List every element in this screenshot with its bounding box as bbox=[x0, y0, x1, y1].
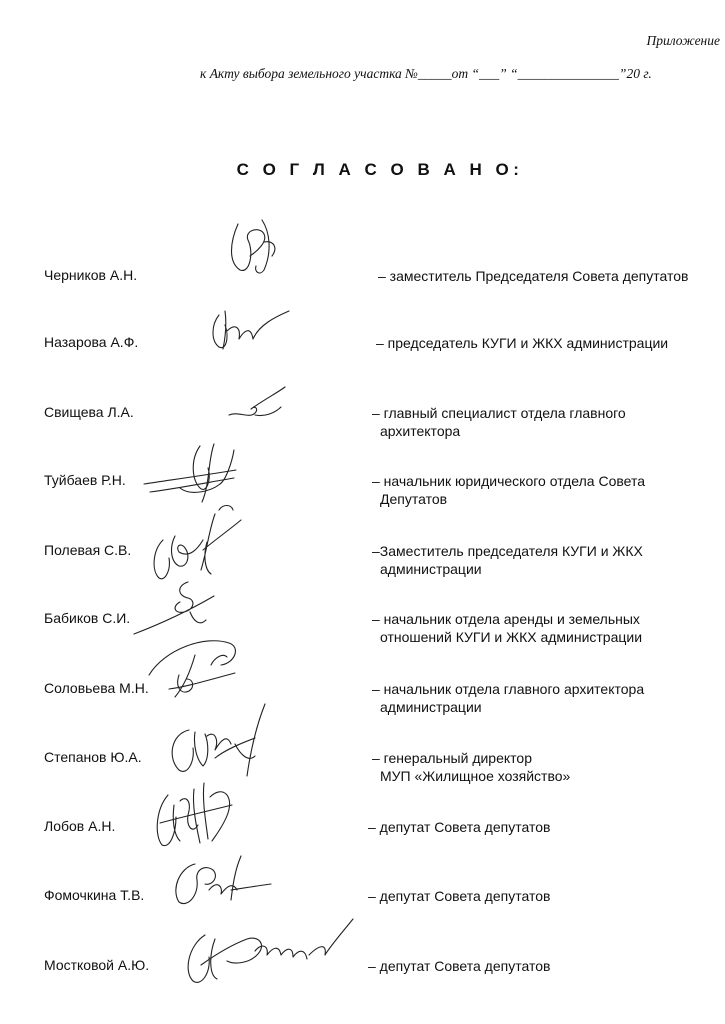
signature-image bbox=[175, 915, 355, 990]
signatory-role-line: – заместитель Председателя Совета депутатов bbox=[378, 268, 689, 284]
signatory-role-line: – главный специалист отдела главного bbox=[372, 405, 626, 421]
signatory-name: Мостковой А.Ю. bbox=[44, 957, 150, 973]
signatory-role-line: –Заместитель председателя КУГИ и ЖКХ bbox=[372, 543, 643, 559]
signatory-role-line: – начальник отдела главного архитектора bbox=[372, 681, 645, 697]
signatory-role-line: – председатель КУГИ и ЖКХ администрации bbox=[376, 335, 669, 351]
signatory-role bbox=[368, 957, 718, 975]
signatory-role-line: архитектора bbox=[380, 423, 461, 439]
signatory-role-line: – генеральный директор bbox=[372, 750, 532, 766]
appendix-label: Приложение bbox=[646, 33, 720, 48]
signatory-name: Назарова А.Ф. bbox=[44, 334, 139, 350]
signatory-name: Соловьева М.Н. bbox=[44, 680, 149, 696]
signatory-name: Фомочкина Т.В. bbox=[44, 887, 145, 903]
signature-image bbox=[220, 212, 290, 282]
signatory-role-line: – депутат Совета депутатов bbox=[368, 958, 551, 974]
signature-image bbox=[205, 305, 295, 355]
signatory-role bbox=[372, 542, 722, 578]
signatory-role bbox=[372, 610, 722, 646]
signatory-role-line: администрации bbox=[380, 699, 482, 715]
signatory-name: Туйбаев Р.Н. bbox=[44, 472, 126, 488]
signatory-row bbox=[0, 887, 725, 927]
signature-image bbox=[145, 635, 250, 705]
signature-image bbox=[148, 765, 248, 850]
signature-image bbox=[145, 500, 245, 585]
signatory-role bbox=[372, 404, 722, 440]
signatory-role bbox=[372, 749, 722, 785]
signatory-row bbox=[0, 404, 725, 444]
signatory-row bbox=[0, 267, 725, 307]
signatory-row bbox=[0, 472, 725, 512]
signatory-role bbox=[378, 267, 725, 285]
signatory-role bbox=[368, 887, 718, 905]
signatory-name: Бабиков С.И. bbox=[44, 610, 131, 626]
signatory-role-line: – депутат Совета депутатов bbox=[368, 888, 551, 904]
signatory-role bbox=[376, 334, 725, 352]
signatory-row bbox=[0, 749, 725, 789]
signatory-name: Свищева Л.А. bbox=[44, 404, 134, 420]
signatory-role bbox=[372, 472, 722, 508]
page-title: С О Г Л А С О В А Н О: bbox=[236, 160, 524, 179]
signatory-role-line: отношений КУГИ и ЖКХ администрации bbox=[380, 629, 643, 645]
signatory-name: Полевая С.В. bbox=[44, 542, 132, 558]
signatory-name: Лобов А.Н. bbox=[44, 818, 116, 834]
signatory-name: Степанов Ю.А. bbox=[44, 749, 142, 765]
signatory-role-line: – начальник юридического отдела Совета bbox=[372, 473, 646, 489]
signatory-role bbox=[372, 680, 722, 716]
signatory-name: Черников А.Н. bbox=[44, 267, 138, 283]
signatory-row bbox=[0, 957, 725, 997]
signatory-row bbox=[0, 542, 725, 582]
signatory-row bbox=[0, 610, 725, 650]
signatory-row bbox=[0, 334, 725, 374]
signatory-row bbox=[0, 680, 725, 720]
signatory-role-line: – начальник отдела аренды и земельных bbox=[372, 611, 640, 627]
signatory-role bbox=[368, 818, 718, 836]
signatory-role-line: Депутатов bbox=[380, 491, 448, 507]
signatory-role-line: администрации bbox=[380, 561, 482, 577]
signature-image bbox=[130, 578, 220, 638]
signatory-role-line: – депутат Совета депутатов bbox=[368, 819, 551, 835]
signatory-row bbox=[0, 818, 725, 858]
signatory-role-line: МУП «Жилищное хозяйство» bbox=[380, 768, 571, 784]
signature-image bbox=[165, 850, 275, 910]
appendix-subtitle-text: к Акту выбора земельного участка №_____от “___” “_______________”20 г. bbox=[200, 66, 652, 81]
signature-image bbox=[225, 385, 295, 425]
